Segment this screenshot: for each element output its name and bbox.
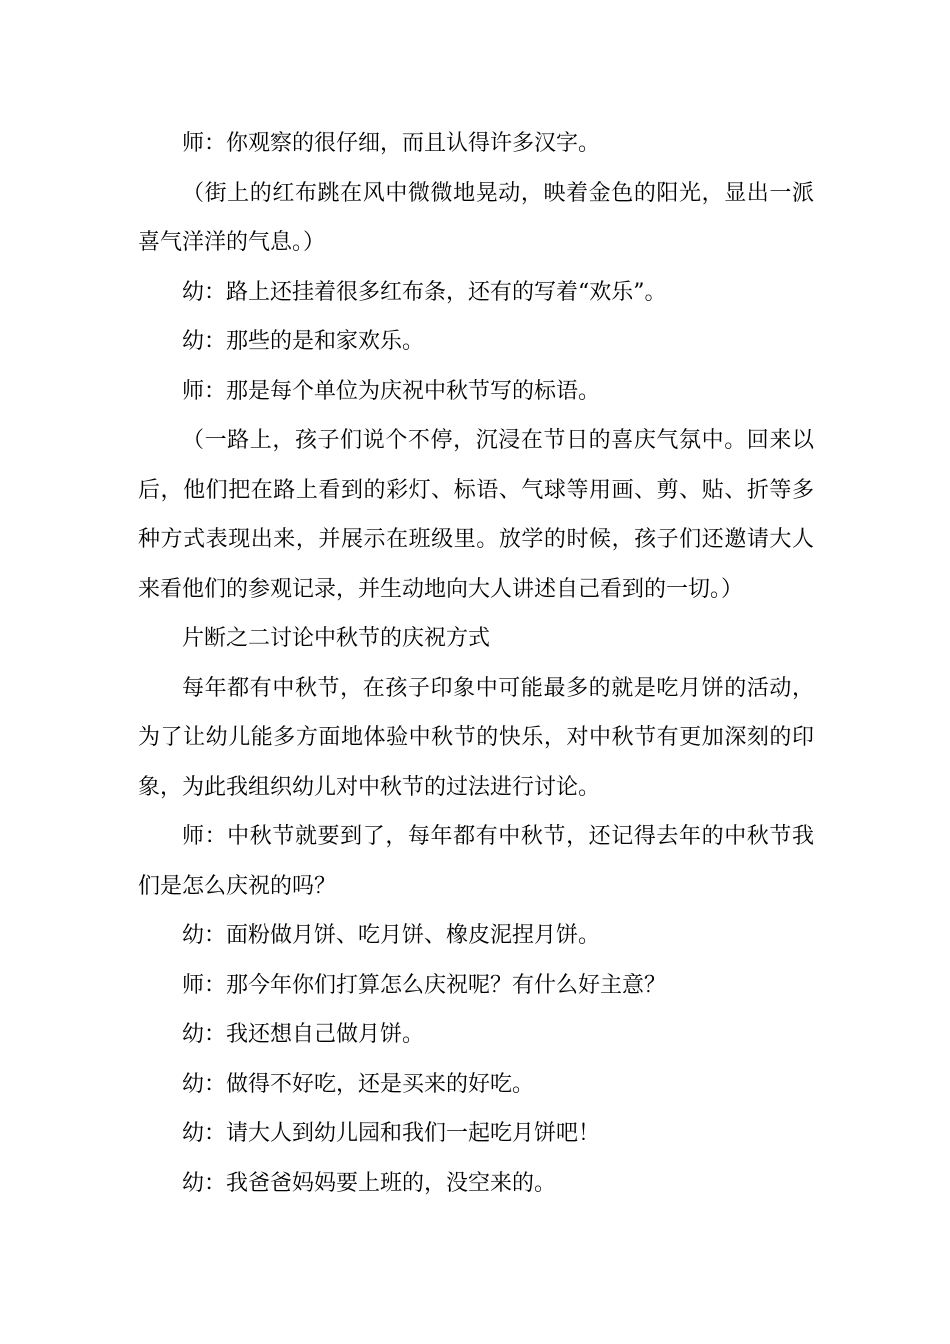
dialogue-line: 幼：那些的是和家欢乐。	[182, 329, 425, 354]
narration-paragraph: （一路上，孩子们说个不停，沉浸在节日的喜庆气氛中。回来以后，他们把在路上看到的彩灯、标语、气球等用画、剪、贴、折等多种方式表现出来，并展示在班级里。放学的时候，孩子们还邀请大人来看他们的参观记录，并生动地向大人讲述自己看到的一切。）	[138, 428, 814, 602]
dialogue-line: 幼：我爸爸妈妈要上班的，没空来的。	[182, 1170, 557, 1196]
dialogue-line: 幼：做得不好吃，还是买来的好吃。	[182, 1071, 535, 1097]
body-paragraph: 每年都有中秋节，在孩子印象中可能最多的就是吃月饼的活动，为了让幼儿能多方面地体验中秋节的快乐，对中秋节有更加深刻的印象，为此我组织幼儿对中秋节的过法进行讨论。	[138, 675, 814, 800]
dialogue-line: 幼：路上还挂着很多红布条，还有的写着“欢乐”。	[182, 279, 667, 305]
dialogue-line: 师：那今年你们打算怎么庆祝呢？有什么好主意？	[182, 972, 667, 998]
dialogue-line: 师：那是每个单位为庆祝中秋节写的标语。	[182, 378, 601, 404]
dialogue-line: 师：中秋节就要到了，每年都有中秋节，还记得去年的中秋节我们是怎么庆祝的吗？	[138, 824, 814, 899]
dialogue-line: 幼：我还想自己做月饼。	[182, 1022, 425, 1047]
section-heading: 片断之二讨论中秋节的庆祝方式	[182, 626, 491, 651]
dialogue-line: 幼：面粉做月饼、吃月饼、橡皮泥捏月饼。	[182, 923, 601, 948]
narration-paragraph: （街上的红布跳在风中微微地晃动，映着金色的阳光，显出一派喜气洋洋的气息。）	[138, 180, 814, 255]
dialogue-line: 师：你观察的很仔细，而且认得许多汉字。	[182, 131, 601, 156]
document-body	[138, 119, 814, 1208]
dialogue-line: 幼：请大人到幼儿园和我们一起吃月饼吧！	[182, 1121, 601, 1146]
